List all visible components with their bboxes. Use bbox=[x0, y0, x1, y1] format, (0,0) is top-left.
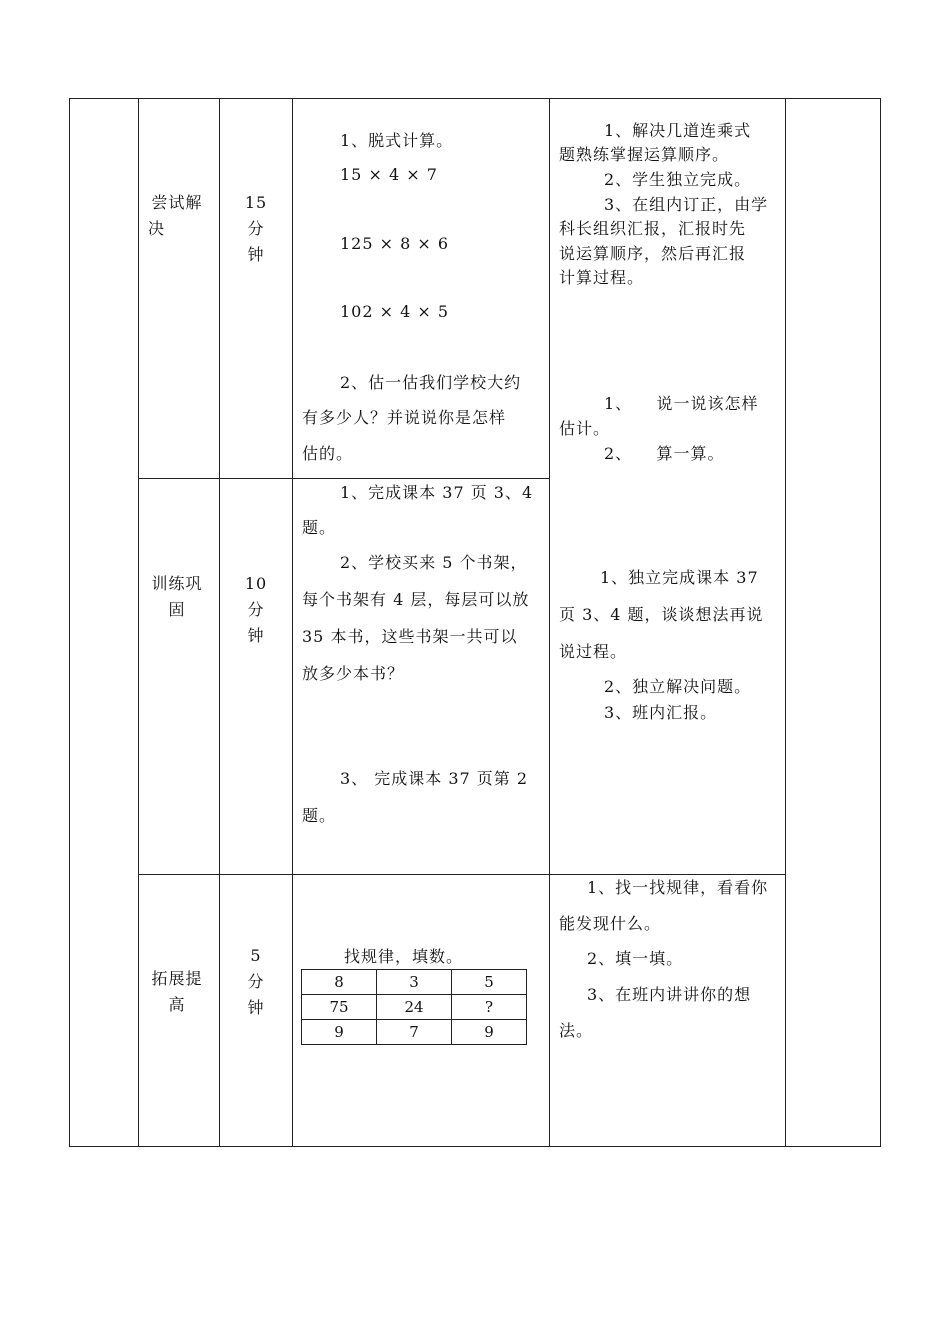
stage-label: 训练巩 固 bbox=[151, 574, 203, 619]
grid-line bbox=[69, 1146, 881, 1147]
activity-line: 3、在组内订正，由学 bbox=[604, 195, 769, 214]
activity-line: 题熟练掌握运算顺序。 bbox=[559, 145, 730, 164]
time-label: 10 分 钟 bbox=[244, 574, 268, 645]
activity-line: 页 3、4 题，谈谈想法再说 bbox=[559, 605, 764, 624]
activity-line: 1、 说一说该怎样 bbox=[604, 394, 759, 413]
content-line: 2、估一估我们学校大约 bbox=[340, 373, 522, 392]
grid-line bbox=[219, 98, 220, 1146]
content-line: 放多少本书？ bbox=[302, 664, 405, 683]
table-cell: ? bbox=[452, 995, 527, 1020]
activity-line: 科长组织汇报，汇报时先 bbox=[559, 219, 747, 238]
table-cell: 7 bbox=[377, 1020, 452, 1045]
grid-line bbox=[138, 478, 550, 479]
table-cell: 9 bbox=[302, 1020, 377, 1045]
content-line: 1、脱式计算。 bbox=[340, 131, 454, 150]
grid-line bbox=[785, 98, 786, 1146]
table-cell: 8 bbox=[302, 970, 377, 995]
table-cell: 24 bbox=[377, 995, 452, 1020]
activity-line: 估计。 bbox=[559, 419, 611, 438]
table-cell: 75 bbox=[302, 995, 377, 1020]
activity-line: 说过程。 bbox=[559, 642, 628, 661]
activity-line: 2、学生独立完成。 bbox=[604, 170, 752, 189]
content-line: 125 × 8 × 6 bbox=[340, 234, 450, 253]
table-row bbox=[302, 970, 527, 995]
content-line: 35 本书，这些书架一共可以 bbox=[302, 627, 518, 646]
content-line: 102 × 4 × 5 bbox=[340, 302, 450, 321]
content-line: 15 × 4 × 7 bbox=[340, 165, 438, 184]
activity-line: 1、解决几道连乘式 bbox=[604, 121, 752, 140]
grid-line bbox=[880, 98, 881, 1146]
time-label: 5 分 钟 bbox=[247, 946, 265, 1017]
content-line: 2、学校买来 5 个书架， bbox=[340, 553, 528, 572]
grid-line bbox=[69, 98, 70, 1146]
activity-line: 说运算顺序，然后再汇报 bbox=[559, 244, 747, 263]
content-line: 1、完成课本 37 页 3、4 bbox=[340, 483, 534, 502]
content-line: 题。 bbox=[302, 518, 337, 537]
grid-line bbox=[292, 98, 293, 1146]
activity-line: 3、在班内讲讲你的想 bbox=[587, 985, 752, 1004]
activity-line: 法。 bbox=[559, 1021, 594, 1040]
activity-line: 能发现什么。 bbox=[559, 914, 662, 933]
content-line: 找规律，填数。 bbox=[344, 947, 464, 966]
pattern-table bbox=[301, 969, 527, 1045]
activity-line: 计算过程。 bbox=[559, 268, 645, 287]
activity-line: 2、填一填。 bbox=[587, 949, 684, 968]
content-line: 估的。 bbox=[302, 444, 354, 463]
content-line: 有多少人？并说说你是怎样 bbox=[302, 408, 507, 427]
activity-line: 1、找一找规律，看看你 bbox=[587, 878, 769, 897]
content-line: 每个书架有 4 层，每层可以放 bbox=[302, 590, 530, 609]
grid-line bbox=[138, 98, 139, 1146]
content-line: 题。 bbox=[302, 806, 337, 825]
activity-line: 2、独立解决问题。 bbox=[604, 677, 752, 696]
activity-line: 1、独立完成课本 37 bbox=[600, 568, 759, 587]
table-cell: 5 bbox=[452, 970, 527, 995]
stage-label: 拓展提 高 bbox=[151, 969, 203, 1014]
grid-line bbox=[549, 98, 550, 1146]
stage-label: 尝试解 决 bbox=[148, 193, 203, 238]
table-row bbox=[302, 995, 527, 1020]
time-label: 15 分 钟 bbox=[244, 193, 268, 264]
table-cell: 3 bbox=[377, 970, 452, 995]
grid-line bbox=[69, 98, 881, 99]
activity-line: 2、 算一算。 bbox=[604, 444, 725, 463]
activity-line: 3、班内汇报。 bbox=[604, 703, 718, 722]
table-row bbox=[302, 1020, 527, 1045]
content-line: 3、 完成课本 37 页第 2 bbox=[340, 769, 529, 788]
table-cell: 9 bbox=[452, 1020, 527, 1045]
